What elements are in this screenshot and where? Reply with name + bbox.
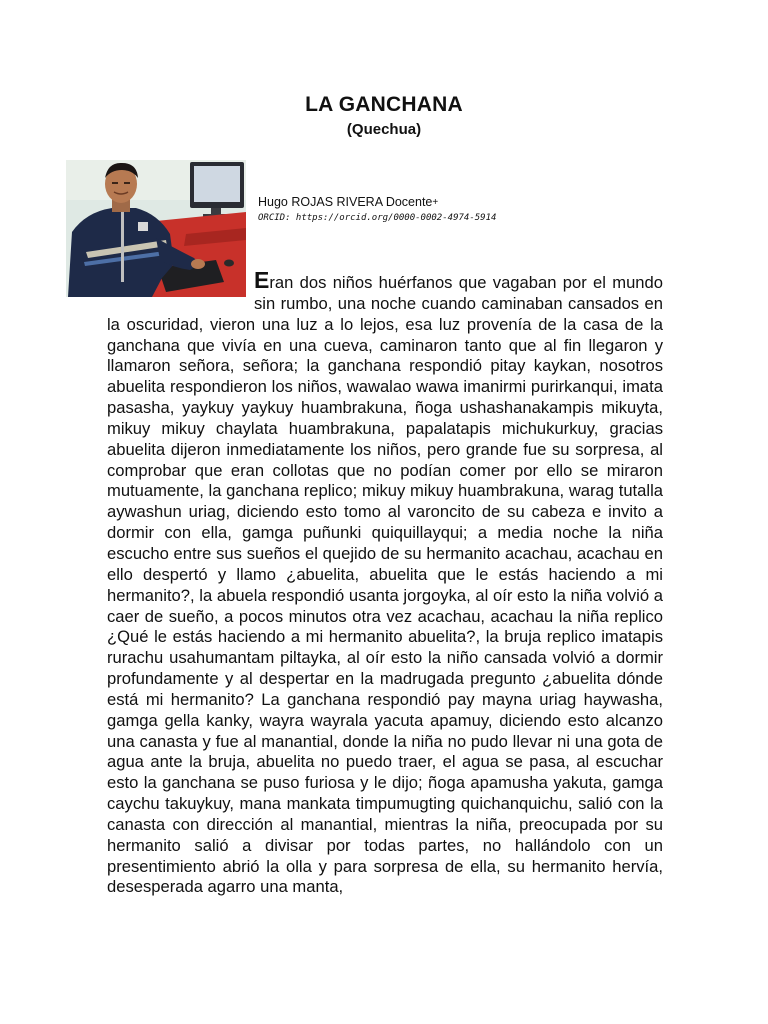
story-initial-letter: E xyxy=(254,267,270,293)
story-body xyxy=(107,267,663,898)
story-text: ran dos niños huérfanos que vagaban por el mundo sin rumbo, una noche cuando caminaban cansados en la oscuridad, vieron una luz a lo lejos, esa luz provenía de la casa de la ganchana que vivía en una cueva, caminaron tanto que al fin llegaron y llamaron señora, señora; la ganchana respondió pitay kaykan, nosotros abuelita respondieron los niños, wawalao wawa imanirmi purirkanqui, imata pasasha, yaykuy yaykuy huambrakuna, ñoga ushashanakampis mikuyta, mikuy mikuy chaylata huambrakuna, papalatapis michukurkuy, gracias abuelita dijeron inmediatamente los niños, pero grande fue su sorpresa, al comprobar que eran collotas que no podían comer por ello se miraron mutuamente, la ganchana replico; mikuy mikuy huambrakuna, warag tutalla aywashun uriag, diciendo esto tomo al varoncito de su cabeza e invito a dormir con ella, gamga puñunki quiquillayqui; a media noche la niña escucho entre sus sueños el quejido de su hermanito acachau, acachau en ello despertó y llamo ¿abuelita, abuelita que le estás haciendo a mi hermanito?, la abuela respondió usanta jorgoyka, al oír esto la niña volvió a caer de sueño, a pocos minutos otra vez acachau, acachau la niña replico ¿Qué le estás haciendo a mi hermanito abuelita?, la bruja replico imatapis rurachu usahumantam piltayka, al oír esto la niño cansada volvió a dormir profundamente y al despertar en la madrugada pregunto ¿abuelita dónde está mi hermanito? La ganchana respondió pay mayna uriag haywasha, gamga gella kanky, wayra wayrala yacuta apamuy, diciendo esto alcanzo una canasta y fue al manantial, donde la niña no pudo llevar ni una gota de agua ante la bruja, abuelita no puedo traer, el agua se pasa, al escuchar esto la ganchana se puso furiosa y le dijo; ñoga apamusha yakuta, gamga caychu takuykuy, mana mankata timpumugting quichanquichu, salió con la canasta con dirección al manantial, mientras la niña, preocupada por su hermanito salió a divisar por todas partes, no hallándolo con un presentimiento abrió la olla y para sorpresa de ella, su hermanito hervía, desesperada agarro una manta, xyxy=(107,273,663,897)
author-orcid: ORCID: https://orcid.org/0000-0002-4974-5914 xyxy=(258,213,497,223)
author-name-text: Hugo ROJAS RIVERA Docente xyxy=(258,195,433,209)
document-subtitle: (Quechua) xyxy=(346,121,422,138)
photo-wrap-spacer xyxy=(107,270,254,304)
document-title: LA GANCHANA xyxy=(305,93,463,116)
author-marker: + xyxy=(432,197,439,208)
author-name xyxy=(258,195,438,209)
